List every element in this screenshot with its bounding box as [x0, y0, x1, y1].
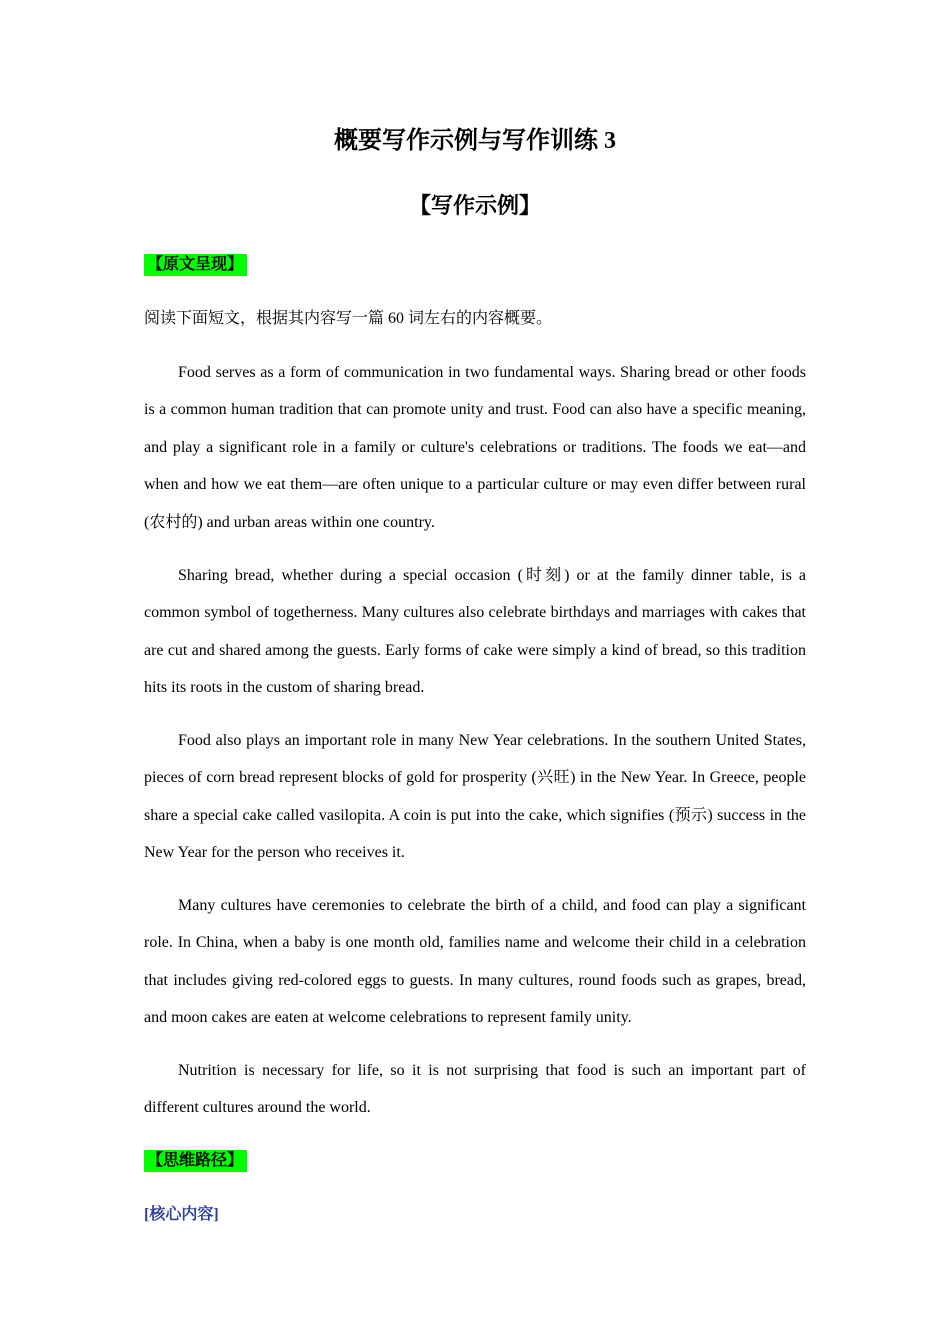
passage-paragraph-4: Many cultures have ceremonies to celebrate the birth of a child, and food can play a significant role. In China, when a baby is one month old, families name and welcome their child in a celebration that includes giving red-colored eggs to guests. In many cultures, round foods such as grapes, bread, and moon cakes are eaten at welcome celebrations to represent family unity.: [144, 897, 806, 1027]
tag-original-text: 【原文呈现】: [144, 254, 247, 276]
document-title: 概要写作示例与写作训练 3: [334, 128, 616, 154]
passage-paragraph-2: Sharing bread, whether during a special occasion (时刻) or at the family dinner table, is a common symbol of togetherness. Many cultures also celebrate birthdays and marriages with cakes that are cut and shared among the guests. Early forms of cake were simply a kind of bread, so this tradition hits its roots in the custom of sharing bread.: [144, 567, 806, 697]
passage-paragraph-3: Food also plays an important role in many New Year celebrations. In the southern United States, pieces of corn bread represent blocks of gold for prosperity (兴旺) in the New Year. In Greece, people share a special cake called vasilopita. A coin is put into the cake, which signifies (预示) success in the New Year for the person who receives it.: [144, 732, 806, 862]
passage-paragraph-5: Nutrition is necessary for life, so it is not surprising that food is such an important part of different cultures around the world.: [144, 1062, 806, 1117]
section-heading-writing-example: 【写作示例】: [408, 193, 541, 218]
tag-thinking-path: 【思维路径】: [144, 1150, 247, 1172]
core-content-label: [核心内容]: [144, 1206, 219, 1223]
passage-paragraph-1: Food serves as a form of communication in two fundamental ways. Sharing bread or other foods is a common human tradition that can promote unity and trust. Food can also have a specific meaning, and play a significant role in a family or culture's celebrations or traditions. The foods we eat—and when and how we eat them—are often unique to a particular culture or may even differ between rural (农村的) and urban areas within one country.: [144, 364, 806, 531]
task-instruction: 阅读下面短文，根据其内容写一篇 60 词左右的内容概要。: [144, 310, 553, 327]
